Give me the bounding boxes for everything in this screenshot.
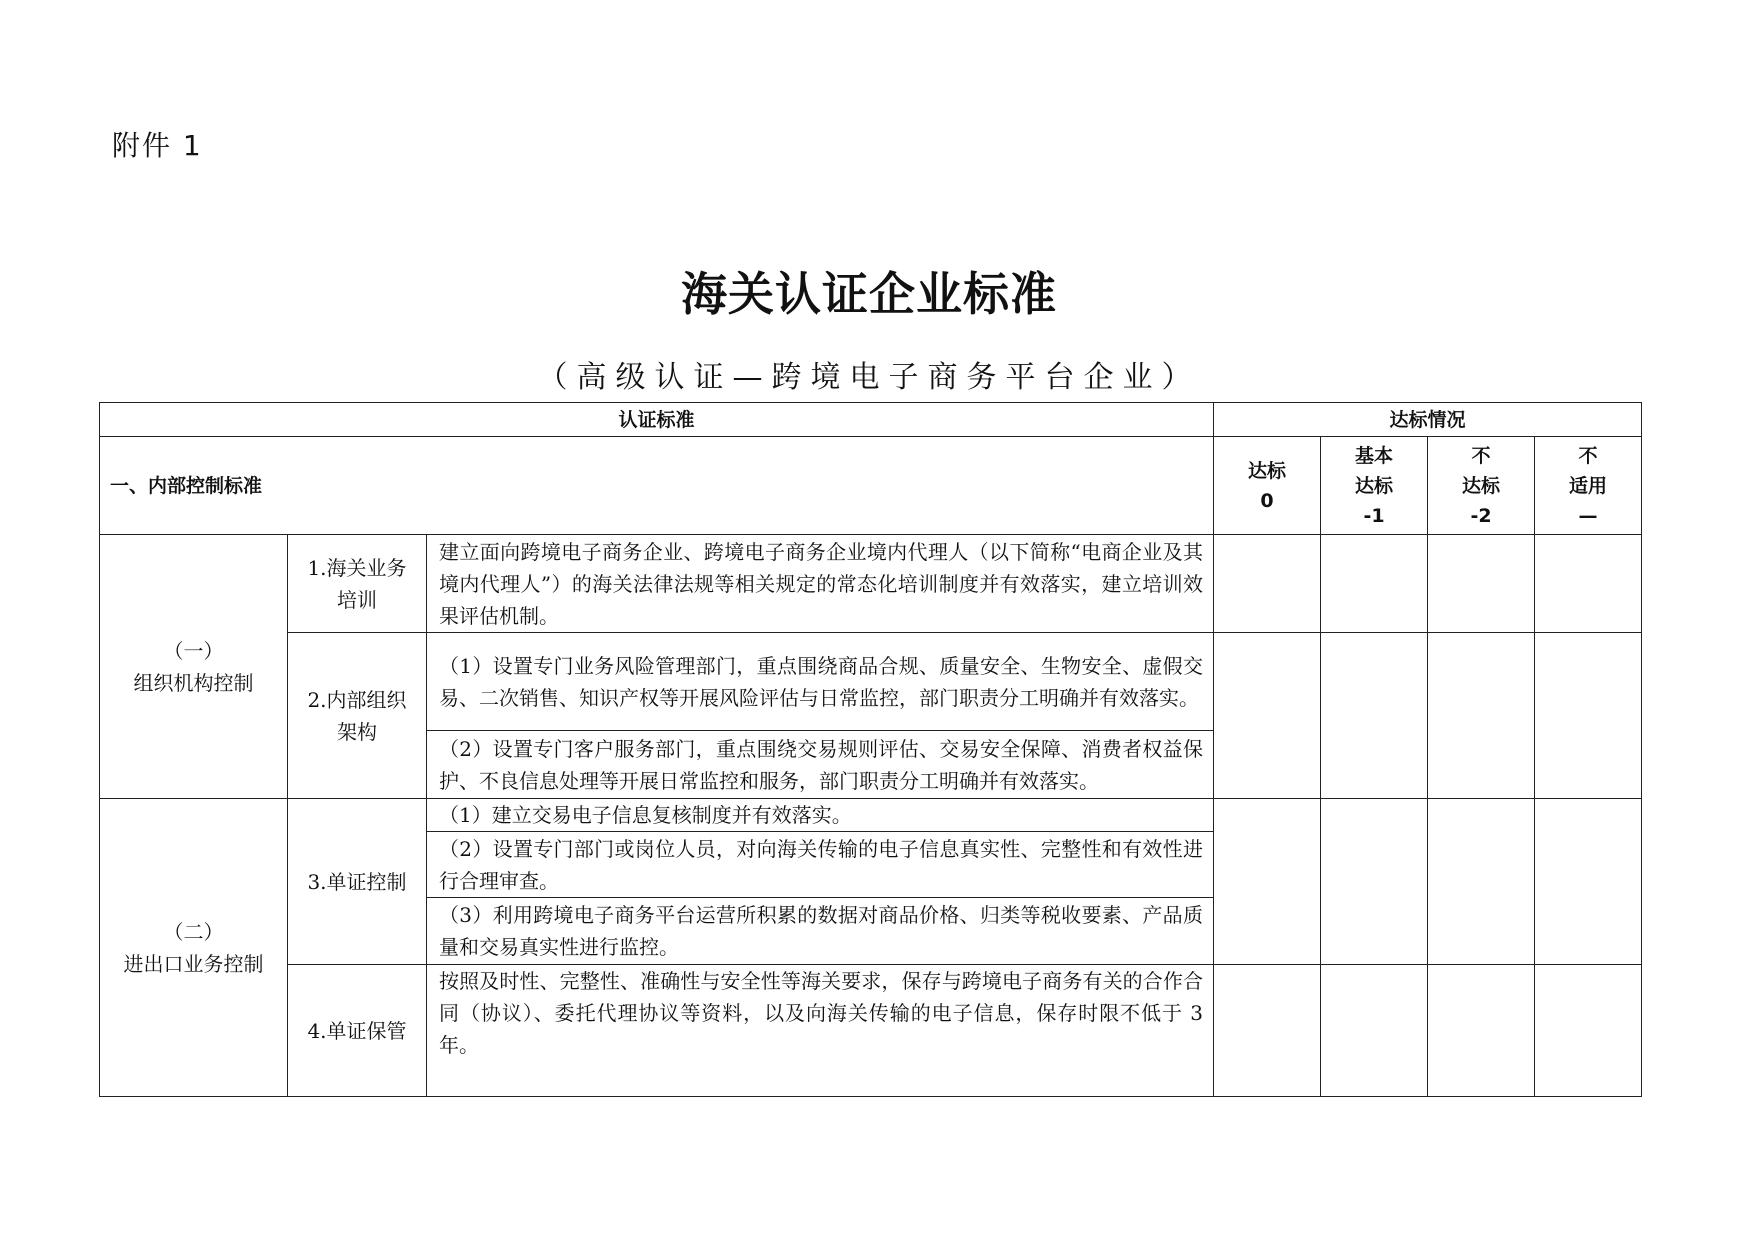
subcategory-cell-document-storage: 4.单证保管 — [288, 965, 427, 1097]
status-header-compliant — [1214, 437, 1321, 535]
status-label: 达标 — [1461, 474, 1500, 497]
status-column-header: 达标情况 — [1214, 403, 1642, 437]
status-cell[interactable] — [1428, 965, 1535, 1097]
status-cell[interactable] — [1428, 799, 1535, 965]
header-row — [100, 403, 1642, 437]
status-cell[interactable] — [1321, 799, 1428, 965]
status-cell[interactable] — [1535, 535, 1642, 633]
status-score: -2 — [1470, 504, 1492, 527]
category-cell-import-export-control: （二） 进出口业务控制 — [100, 799, 288, 1097]
table-row — [100, 965, 1642, 1097]
standard-text: 按照及时性、完整性、准确性与安全性等海关要求，保存与跨境电子商务有关的合作合同（协议）、委托代理协议等资料，以及向海关传输的电子信息，保存时限不低于 3 年。 — [427, 965, 1214, 1097]
subcategory-cell-org-structure: 2.内部组织 架构 — [288, 633, 427, 799]
standard-text: （1）建立交易电子信息复核制度并有效落实。 — [427, 799, 1214, 832]
status-cell[interactable] — [1428, 535, 1535, 633]
standard-text: （3）利用跨境电子商务平台运营所积累的数据对商品价格、归类等税收要素、产品质量和交易真实性进行监控。 — [427, 898, 1214, 965]
status-label: 不 — [1471, 444, 1491, 467]
category-cell-org-control: （一） 组织机构控制 — [100, 535, 288, 799]
status-cell[interactable] — [1428, 633, 1535, 799]
status-header-basic — [1321, 437, 1428, 535]
status-cell[interactable] — [1214, 535, 1321, 633]
status-label: 达标 — [1247, 459, 1286, 482]
status-cell[interactable] — [1214, 633, 1321, 799]
standards-table — [99, 402, 1642, 1097]
status-label: 达标 — [1354, 474, 1393, 497]
status-header-not-applicable — [1535, 437, 1642, 535]
document-title: 海关认证企业标准 — [681, 267, 1057, 321]
status-score: 0 — [1260, 489, 1274, 512]
table-row — [100, 633, 1642, 731]
subcategory-cell-training: 1.海关业务 培训 — [288, 535, 427, 633]
status-cell[interactable] — [1321, 535, 1428, 633]
status-cell[interactable] — [1321, 965, 1428, 1097]
subcategory-cell-document-control: 3.单证控制 — [288, 799, 427, 965]
status-cell[interactable] — [1214, 965, 1321, 1097]
status-score: — — [1578, 504, 1598, 527]
status-label: 基本 — [1354, 444, 1393, 467]
status-score: -1 — [1363, 504, 1385, 527]
standard-text: （2）设置专门客户服务部门，重点围绕交易规则评估、交易安全保障、消费者权益保护、不良信息处理等开展日常监控和服务，部门职责分工明确并有效落实。 — [427, 731, 1214, 799]
status-label: 适用 — [1569, 474, 1608, 497]
document-subtitle: （高级认证—跨境电子商务平台企业） — [537, 360, 1201, 395]
standard-text: （2）设置专门部门或岗位人员，对向海关传输的电子信息真实性、完整性和有效性进行合理审查。 — [427, 832, 1214, 898]
status-cell[interactable] — [1321, 633, 1428, 799]
section-row — [100, 437, 1642, 535]
table-row — [100, 799, 1642, 832]
status-header-noncompliant — [1428, 437, 1535, 535]
section-heading: 一、内部控制标准 — [100, 437, 1214, 535]
standard-text: （1）设置专门业务风险管理部门，重点围绕商品合规、质量安全、生物安全、虚假交易、二次销售、知识产权等开展风险评估与日常监控，部门职责分工明确并有效落实。 — [427, 633, 1214, 731]
attachment-label: 附件 1 — [112, 129, 203, 162]
standard-column-header: 认证标准 — [100, 403, 1214, 437]
standard-text: 建立面向跨境电子商务企业、跨境电子商务企业境内代理人（以下简称“电商企业及其境内代理人”）的海关法律法规等相关规定的常态化培训制度并有效落实，建立培训效果评估机制。 — [427, 535, 1214, 633]
status-cell[interactable] — [1214, 799, 1321, 965]
status-label: 不 — [1578, 444, 1598, 467]
table-row — [100, 535, 1642, 633]
status-cell[interactable] — [1535, 965, 1642, 1097]
status-cell[interactable] — [1535, 633, 1642, 799]
status-cell[interactable] — [1535, 799, 1642, 965]
